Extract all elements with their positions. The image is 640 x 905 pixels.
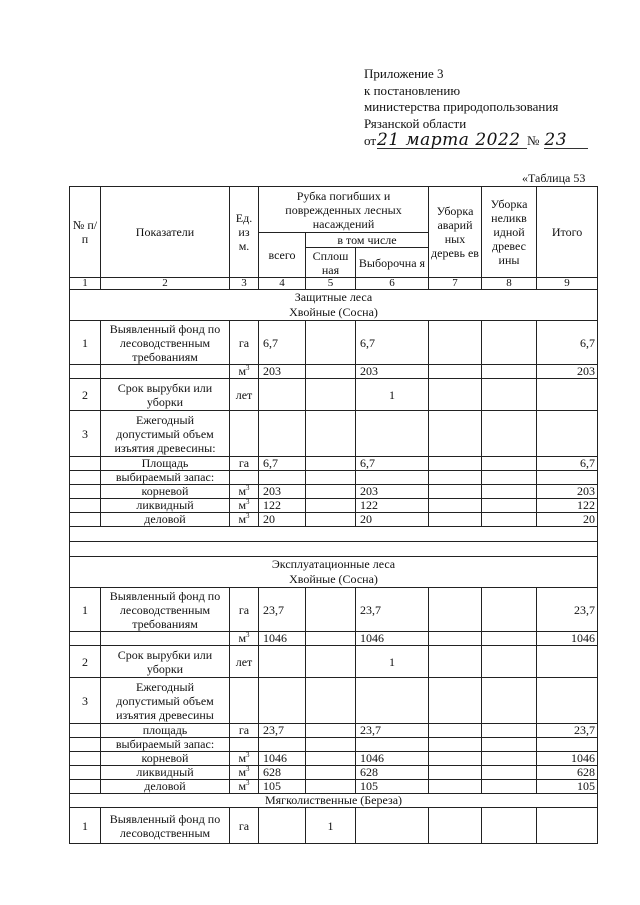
value-sum: 1046	[537, 752, 598, 766]
indicator-label: деловой	[101, 513, 230, 527]
table-row	[70, 321, 598, 365]
value-total: 6,7	[259, 321, 306, 365]
value-sum: 23,7	[537, 724, 598, 738]
unit-cell: $м^3$	[230, 780, 259, 794]
unit-cell: $м^3$	[230, 752, 259, 766]
table-row	[70, 780, 598, 794]
header-emergency: Уборка аварий ных деревь ев	[429, 187, 482, 278]
row-number: 2	[70, 646, 101, 678]
appendix-title: Приложение 3	[364, 66, 444, 81]
value-selective: 23,7	[356, 588, 429, 632]
indicator-label: Ежегодный допустимый объем изъятия древесины	[101, 678, 230, 724]
appendix-line-ministry: министерства природопользования	[364, 99, 559, 114]
indicator-label: Ежегодный допустимый объем изъятия древесины:	[101, 411, 230, 457]
value-sum: 6,7	[537, 321, 598, 365]
value-selective: 20	[356, 513, 429, 527]
value-selective: 1046	[356, 632, 429, 646]
unit-cell: лет	[230, 379, 259, 411]
col-index: 3	[230, 278, 259, 290]
appendix-line-resolution: к постановлению	[364, 82, 461, 98]
section-title: Защитные леса Хвойные (Сосна)	[70, 290, 598, 321]
appendix-line-region: Рязанской области	[364, 115, 467, 131]
indicator-label: выбираемый запас:	[101, 471, 230, 485]
unit-cell: $м^3$	[230, 485, 259, 499]
value-selective: 105	[356, 780, 429, 794]
value-selective: 122	[356, 499, 429, 513]
header-clear: Сплош ная	[306, 248, 356, 278]
indicator-label: Срок вырубки или уборки	[101, 379, 230, 411]
felling-table	[69, 186, 598, 844]
value-clear: 1	[306, 808, 356, 844]
table-row	[70, 752, 598, 766]
value-selective: 203	[356, 485, 429, 499]
value-sum: 105	[537, 780, 598, 794]
value-selective: 203	[356, 365, 429, 379]
table-row	[70, 808, 598, 844]
indicator-label: Площадь	[101, 457, 230, 471]
table-row	[70, 457, 598, 471]
unit-cell: га	[230, 724, 259, 738]
table-row	[70, 632, 598, 646]
value-sum: 20	[537, 513, 598, 527]
indicator-label: деловой	[101, 780, 230, 794]
section-title: Мягколиственные (Береза)	[70, 794, 598, 808]
col-index: 4	[259, 278, 306, 290]
spacer-row	[70, 527, 598, 542]
col-index: 8	[482, 278, 537, 290]
section-row	[70, 557, 598, 588]
unit-cell: га	[230, 321, 259, 365]
header-num: № п/п	[70, 187, 101, 278]
table-row	[70, 471, 598, 485]
row-number: 1	[70, 808, 101, 844]
table-caption: «Таблица 53	[522, 171, 586, 185]
header-unit: Ед. из м.	[230, 187, 259, 278]
indicator-label: Выявленный фонд по лесоводственным требованиям	[101, 588, 230, 632]
value-sum: 628	[537, 766, 598, 780]
indicator-label: ликвидный	[101, 766, 230, 780]
table-row	[70, 678, 598, 724]
col-index: 2	[101, 278, 230, 290]
indicator-label: площадь	[101, 724, 230, 738]
header-total: всего	[259, 233, 306, 278]
indicator-label: ликвидный	[101, 499, 230, 513]
unit-cell: $м^3$	[230, 499, 259, 513]
value-total: 105	[259, 780, 306, 794]
col-index: 9	[537, 278, 598, 290]
table-row	[70, 485, 598, 499]
value-total: 203	[259, 365, 306, 379]
value-total: 1046	[259, 752, 306, 766]
unit-cell: га	[230, 457, 259, 471]
table-row	[70, 379, 598, 411]
number-sign: №	[527, 133, 540, 148]
header-sum: Итого	[537, 187, 598, 278]
handwritten-date: 21 марта 2022	[377, 132, 527, 149]
handwritten-number: 23	[544, 132, 588, 149]
appendix-header	[364, 66, 614, 150]
header-indicators: Показатели	[101, 187, 230, 278]
column-index-row	[70, 278, 598, 290]
section-row	[70, 290, 598, 321]
value-selective: 6,7	[356, 321, 429, 365]
value-total: 122	[259, 499, 306, 513]
spacer-row	[70, 542, 598, 557]
col-index: 7	[429, 278, 482, 290]
indicator-label: Срок вырубки или уборки	[101, 646, 230, 678]
value-sum: 122	[537, 499, 598, 513]
appendix-date-line	[364, 132, 614, 150]
value-selective: 6,7	[356, 457, 429, 471]
unit-cell: $м^3$	[230, 513, 259, 527]
indicator-label: корневой	[101, 752, 230, 766]
value-total: 203	[259, 485, 306, 499]
value-selective: 1	[356, 646, 429, 678]
row-number: 1	[70, 321, 101, 365]
unit-cell: $м^3$	[230, 365, 259, 379]
row-number: 1	[70, 588, 101, 632]
section-row	[70, 794, 598, 808]
indicator-label: Выявленный фонд по лесоводственным	[101, 808, 230, 844]
table-row	[70, 365, 598, 379]
col-index: 1	[70, 278, 101, 290]
table-row	[70, 766, 598, 780]
value-sum: 1046	[537, 632, 598, 646]
value-total: 23,7	[259, 588, 306, 632]
value-total: 20	[259, 513, 306, 527]
table-row	[70, 588, 598, 632]
table-row	[70, 724, 598, 738]
unit-cell: $м^3$	[230, 766, 259, 780]
indicator-label: Выявленный фонд по лесоводственным требованиям	[101, 321, 230, 365]
value-sum: 203	[537, 485, 598, 499]
header-selective: Выборочна я	[356, 248, 429, 278]
table-row	[70, 499, 598, 513]
date-prefix: от	[364, 133, 377, 148]
value-selective: 1	[356, 379, 429, 411]
table-row	[70, 513, 598, 527]
value-selective: 1046	[356, 752, 429, 766]
header-nonliquid: Уборка неликв идной древес ины	[482, 187, 537, 278]
indicator-label: выбираемый запас:	[101, 738, 230, 752]
col-index: 6	[356, 278, 429, 290]
row-number: 3	[70, 678, 101, 724]
section-title: Эксплуатационные леса Хвойные (Сосна)	[70, 557, 598, 588]
row-number: 3	[70, 411, 101, 457]
col-index: 5	[306, 278, 356, 290]
value-selective: 628	[356, 766, 429, 780]
indicator-label: корневой	[101, 485, 230, 499]
value-total: 1046	[259, 632, 306, 646]
unit-cell: $м^3$	[230, 632, 259, 646]
unit-cell: га	[230, 808, 259, 844]
value-total: 23,7	[259, 724, 306, 738]
unit-cell: га	[230, 588, 259, 632]
header-including: в том числе	[306, 233, 429, 248]
table-row	[70, 646, 598, 678]
table-row	[70, 738, 598, 752]
value-sum: 203	[537, 365, 598, 379]
table-row	[70, 411, 598, 457]
value-sum: 23,7	[537, 588, 598, 632]
value-sum: 6,7	[537, 457, 598, 471]
header-felling: Рубка погибших и поврежденных лесных насаждений	[259, 187, 429, 233]
unit-cell: лет	[230, 646, 259, 678]
value-selective: 23,7	[356, 724, 429, 738]
value-total: 628	[259, 766, 306, 780]
value-total: 6,7	[259, 457, 306, 471]
row-number: 2	[70, 379, 101, 411]
